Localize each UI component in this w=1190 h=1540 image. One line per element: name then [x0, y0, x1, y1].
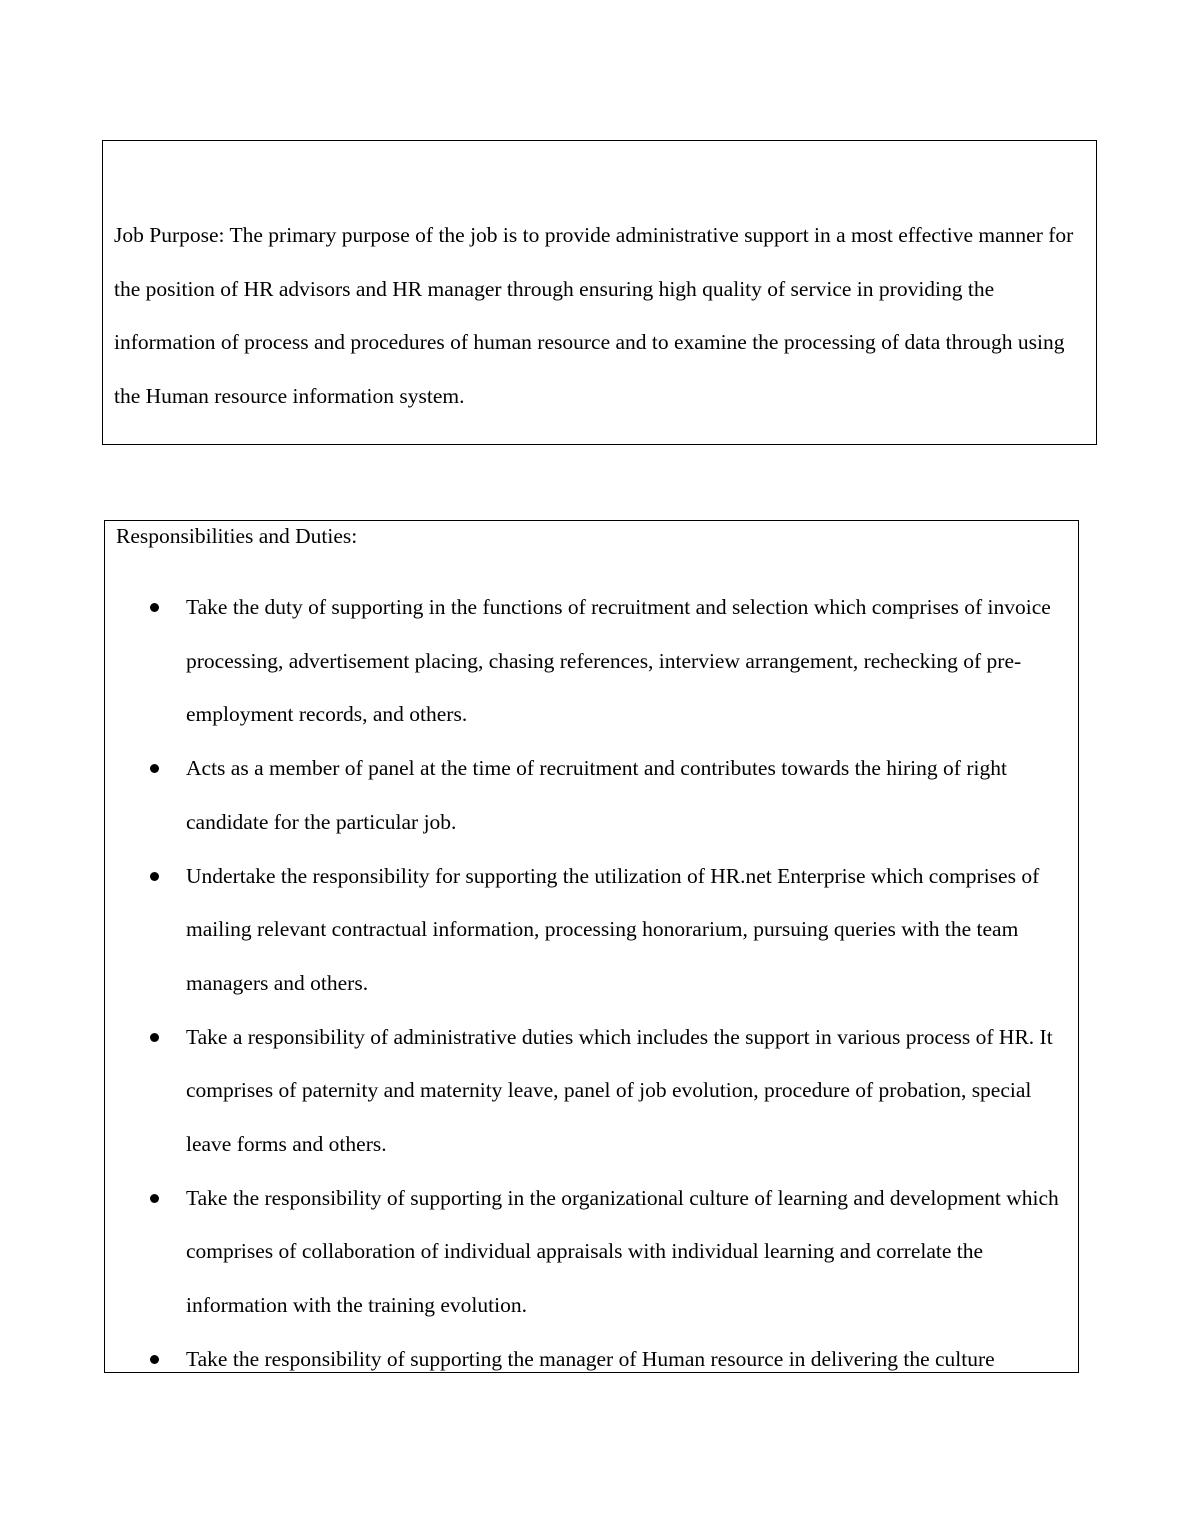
- bullet-icon: [150, 1033, 159, 1042]
- list-item: [105, 581, 1079, 742]
- list-item-text: Acts as a member of panel at the time of recruitment and contributes towards the hiring of right candidate for the particular job.: [186, 756, 1007, 834]
- list-item: [105, 1172, 1079, 1333]
- list-item-text: Take the responsibility of supporting in the organizational culture of learning and development which comprises of collaboration of individual appraisals with individual learning and correlate the information with the training evolution.: [186, 1185, 1059, 1318]
- job-purpose-box: [102, 140, 1097, 445]
- responsibilities-title: Responsibilities and Duties:: [116, 524, 358, 548]
- list-item: [105, 1333, 1079, 1373]
- responsibilities-box: [104, 520, 1079, 1373]
- list-item: [105, 742, 1079, 849]
- bullet-icon: [150, 1194, 159, 1203]
- bullet-icon: [150, 764, 159, 773]
- list-item-text: Take a responsibility of administrative duties which includes the support in various process of HR. It comprises of paternity and maternity leave, panel of job evolution, procedure of probation, special leave forms and others.: [186, 1024, 1053, 1157]
- list-item: [105, 850, 1079, 1011]
- responsibilities-list: [105, 581, 1079, 1373]
- list-item-text: Take the responsibility of supporting the manager of Human resource in delivering the culture: [186, 1346, 995, 1371]
- bullet-icon: [150, 872, 159, 881]
- list-item: [105, 1011, 1079, 1172]
- bullet-icon: [150, 1355, 159, 1364]
- list-item-text: Undertake the responsibility for supporting the utilization of HR.net Enterprise which comprises of mailing relevant contractual information, processing honorarium, pursuing queries with the team managers and others.: [186, 863, 1040, 995]
- bullet-icon: [150, 603, 159, 612]
- job-purpose-text: Job Purpose: The primary purpose of the job is to provide administrative support in a most effective manner for the position of HR advisors and HR manager through ensuring high quality of service in providing the information of process and procedures of human resource and to examine the processing of data through using the Human resource information system.: [114, 223, 1074, 409]
- list-item-text: Take the duty of supporting in the functions of recruitment and selection which comprises of invoice processing, advertisement placing, chasing references, interview arrangement, rechecking of pre-employment records, and others.: [186, 595, 1051, 727]
